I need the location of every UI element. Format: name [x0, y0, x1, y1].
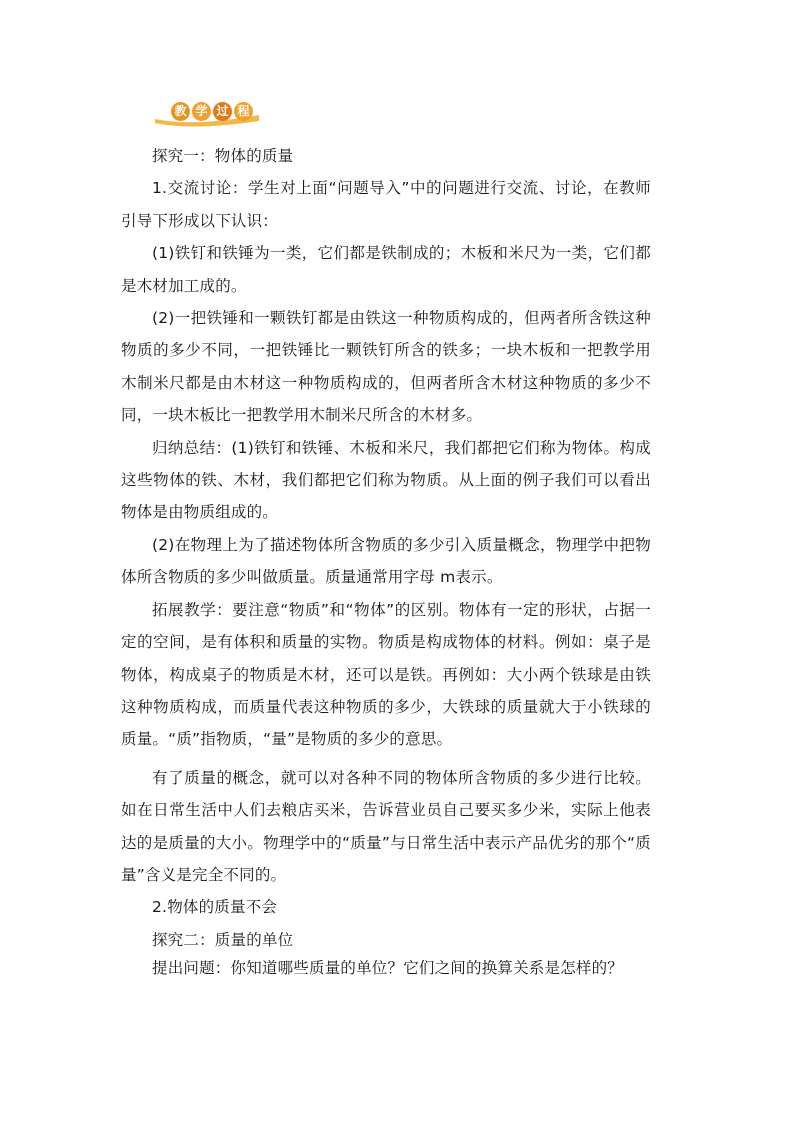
paragraph-point-2: (2)一把铁锤和一颗铁钉都是由铁这一种物质构成的，但两者所含铁这种物质的多少不同，一把铁锤比一颗铁钉所含的铁多；一块木板和一把教学用木制米尺都是由木材这一种物质构成的，但两者所含木材这种物质的多少不同，一块木板比一把教学用木制米尺所含的木材多。 — [121, 309, 651, 425]
paragraph-inquiry-1-title: 探究一：物体的质量 — [152, 147, 294, 165]
banner-char: 程 — [234, 102, 253, 121]
banner-char: 过 — [213, 102, 232, 121]
banner-char: 教 — [171, 102, 190, 121]
paragraph-point-1: (1)铁钉和铁锤为一类，它们都是铁制成的；木板和米尺为一类，它们都是木材加工成的。 — [121, 244, 651, 295]
banner-char: 学 — [192, 102, 211, 121]
section-banner — [153, 97, 261, 127]
paragraph-summary-2: (2)在物理上为了描述物体所含物质的多少引入质量概念，物理学中把物体所含物质的多少叫做质量。质量通常用字母 m表示。 — [121, 535, 651, 587]
paragraph-extension: 拓展教学：要注意“物质”和“物体”的区别。物体有一定的形状，占据一定的空间，是有体积和质量的实物。物质是构成物体的材料。例如：桌子是物体，构成桌子的物质是木材，还可以是铁。再例如：大小两个铁球是由铁这种物质构成，而质量代表这种物质的多少，大铁球的质量就大于小铁球的质量。“质”指物质，“量”是物质的多少的意思。 — [121, 600, 651, 749]
banner-chars — [171, 102, 253, 121]
paragraph-discussion: 1.交流讨论：学生对上面“问题导入”中的问题进行交流、讨论，在教师引导下形成以下认识： — [121, 179, 651, 230]
paragraph-comparison: 有了质量的概念，就可以对各种不同的物体所含物质的多少进行比较。如在日常生活中人们去粮店买米，告诉营业员自己要买多少米，实际上他表达的是质量的大小。物理学中的“质量”与日常生活中表示产品优劣的那个“质量”含义是完全不同的。 — [121, 768, 651, 884]
paragraph-inquiry-2-title: 探究二：质量的单位 — [152, 930, 294, 949]
paragraph-summary: 归纳总结：(1)铁钉和铁锤、木板和米尺，我们都把它们称为物体。构成这些物体的铁、木材，我们都把它们称为物质。从上面的例子我们可以看出物体是由物质组成的。 — [121, 438, 651, 522]
paragraph-mass-unchanged: 2.物体的质量不会 — [152, 898, 278, 917]
paragraph-question: 提出问题：你知道哪些质量的单位？它们之间的换算关系是怎样的？ — [152, 959, 624, 978]
body-text — [121, 140, 651, 980]
